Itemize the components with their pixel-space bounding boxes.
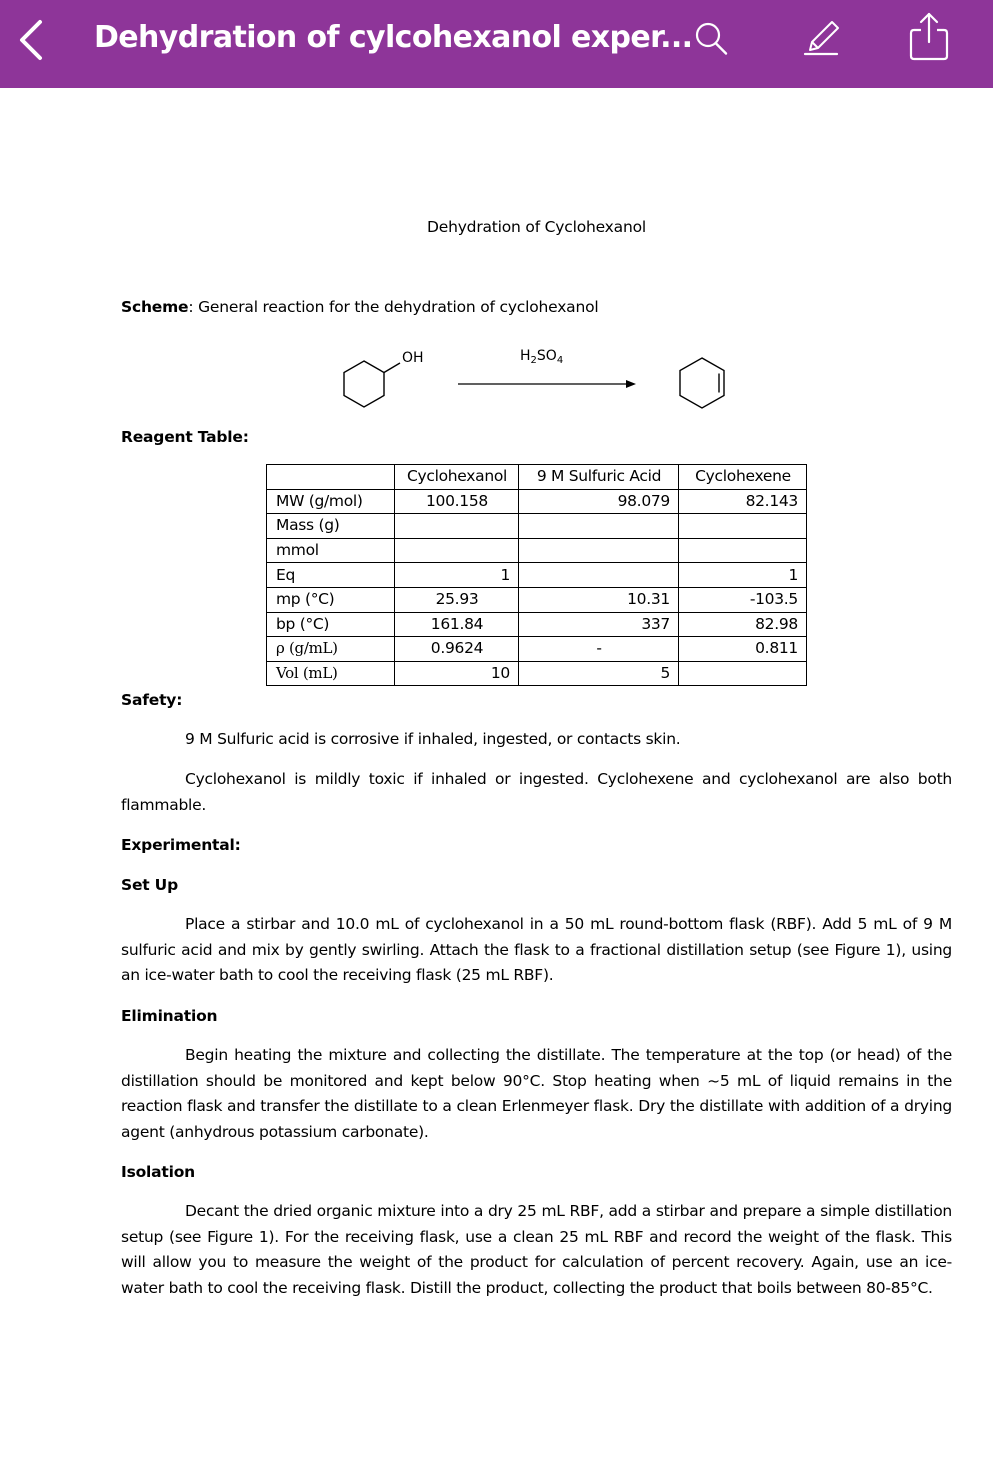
hydroxyl-label: OH <box>402 350 424 366</box>
reaction-arrow <box>458 380 636 388</box>
table-cell <box>679 514 807 539</box>
table-cell: 0.9624 <box>395 637 519 662</box>
share-button[interactable] <box>908 10 950 62</box>
column-header: Cyclohexanol <box>395 465 519 490</box>
table-cell <box>519 538 679 563</box>
table-cell <box>519 514 679 539</box>
table-cell <box>395 514 519 539</box>
search-button[interactable] <box>693 20 731 60</box>
back-button[interactable] <box>14 18 50 62</box>
row-label: ρ (g/mL) <box>267 637 395 662</box>
table-row <box>267 514 807 539</box>
table-cell: 10 <box>395 661 519 686</box>
row-label: Mass (g) <box>267 514 395 539</box>
safety-paragraph-1 <box>121 727 952 753</box>
scheme-text: : General reaction for the dehydration of cyclohexanol <box>188 298 599 316</box>
back-chevron-icon[interactable] <box>14 18 50 62</box>
reagent-label: $H_2SO_4$ <box>520 348 564 366</box>
row-label: mmol <box>267 538 395 563</box>
table-cell: - <box>519 637 679 662</box>
table-row <box>267 637 807 662</box>
table-cell <box>395 538 519 563</box>
table-cell: 25.93 <box>395 587 519 612</box>
reaction-scheme <box>330 332 740 412</box>
table-cell: 1 <box>679 563 807 588</box>
table-cell: -103.5 <box>679 587 807 612</box>
safety-text-2: Cyclohexanol is mildly toxic if inhaled or ingested. Cyclohexene and cyclohexanol are also both flammable. <box>121 770 952 814</box>
share-icon[interactable] <box>908 10 950 62</box>
isolation-text: Decant the dried organic mixture into a dry 25 mL RBF, add a stirbar and prepare a simple distillation setup (see Figure 1). For the receiving flask, use a clean 25 mL RBF and record the weight of the flask. This will allow you to measure the weight of the product for calculation of percent recovery. Again, use an ice-water bath to cool the receiving flask. Distill the product, collecting the product that boils between 80-85°C. <box>121 1202 952 1298</box>
table-cell: 161.84 <box>395 612 519 637</box>
table-cell: 337 <box>519 612 679 637</box>
scheme-label: Scheme <box>121 298 189 316</box>
app-bar <box>0 0 993 88</box>
table-cell: 82.98 <box>679 612 807 637</box>
table-cell: 1 <box>395 563 519 588</box>
reagent-table-label: Reagent Table: <box>121 428 249 446</box>
table-row <box>267 612 807 637</box>
cyclohexene-structure <box>680 358 724 408</box>
table-cell: 5 <box>519 661 679 686</box>
experimental-label: Experimental: <box>121 836 241 854</box>
document-title: Dehydration of cylcohexanol exper... <box>94 20 693 55</box>
table-row <box>267 587 807 612</box>
row-label: mp (°C) <box>267 587 395 612</box>
isolation-label: Isolation <box>121 1163 196 1181</box>
highlighter-pen-icon[interactable] <box>802 18 842 58</box>
safety-label: Safety: <box>121 691 183 709</box>
row-label: bp (°C) <box>267 612 395 637</box>
elimination-paragraph <box>121 1043 952 1146</box>
annotate-button[interactable] <box>802 18 842 58</box>
isolation-paragraph <box>121 1199 952 1302</box>
table-cell <box>519 563 679 588</box>
search-icon[interactable] <box>693 20 731 60</box>
scheme-caption <box>121 297 599 317</box>
cyclohexanol-structure <box>344 361 400 407</box>
safety-paragraph-2 <box>121 767 952 818</box>
table-cell: 10.31 <box>519 587 679 612</box>
table-row <box>267 538 807 563</box>
table-header-row <box>267 465 807 490</box>
row-label: MW (g/mol) <box>267 489 395 514</box>
table-row <box>267 563 807 588</box>
setup-text: Place a stirbar and 10.0 mL of cyclohexanol in a 50 mL round-bottom flask (RBF). Add 5 mL of 9 M sulfuric acid and mix by gently swirling. Attach the flask to a fractional distillation setup (see Figure 1), using an ice-water bath to cool the receiving flask (25 mL RBF). <box>121 915 952 985</box>
page-heading: Dehydration of Cyclohexanol <box>427 218 646 236</box>
setup-label: Set Up <box>121 876 178 894</box>
table-cell <box>679 661 807 686</box>
table-cell: 100.158 <box>395 489 519 514</box>
column-header: Cyclohexene <box>679 465 807 490</box>
safety-text-1: 9 M Sulfuric acid is corrosive if inhaled, ingested, or contacts skin. <box>185 730 681 748</box>
row-label: Vol (mL) <box>267 661 395 686</box>
table-cell: 82.143 <box>679 489 807 514</box>
setup-paragraph <box>121 912 952 989</box>
table-cell <box>679 538 807 563</box>
row-label: Eq <box>267 563 395 588</box>
elimination-text: Begin heating the mixture and collecting the distillate. The temperature at the top (or head) of the distillation should be monitored and kept below 90°C. Stop heating when ~5 mL of liquid remains in the reaction flask and transfer the distillate to a clean Erlenmeyer flask. Dry the distillate with addition of a drying agent (anhydrous potassium carbonate). <box>121 1046 952 1142</box>
table-row <box>267 661 807 686</box>
reagent-table <box>266 464 807 686</box>
table-corner-cell <box>267 465 395 490</box>
table-row <box>267 489 807 514</box>
elimination-label: Elimination <box>121 1007 218 1025</box>
table-cell: 0.811 <box>679 637 807 662</box>
column-header: 9 M Sulfuric Acid <box>519 465 679 490</box>
table-cell: 98.079 <box>519 489 679 514</box>
